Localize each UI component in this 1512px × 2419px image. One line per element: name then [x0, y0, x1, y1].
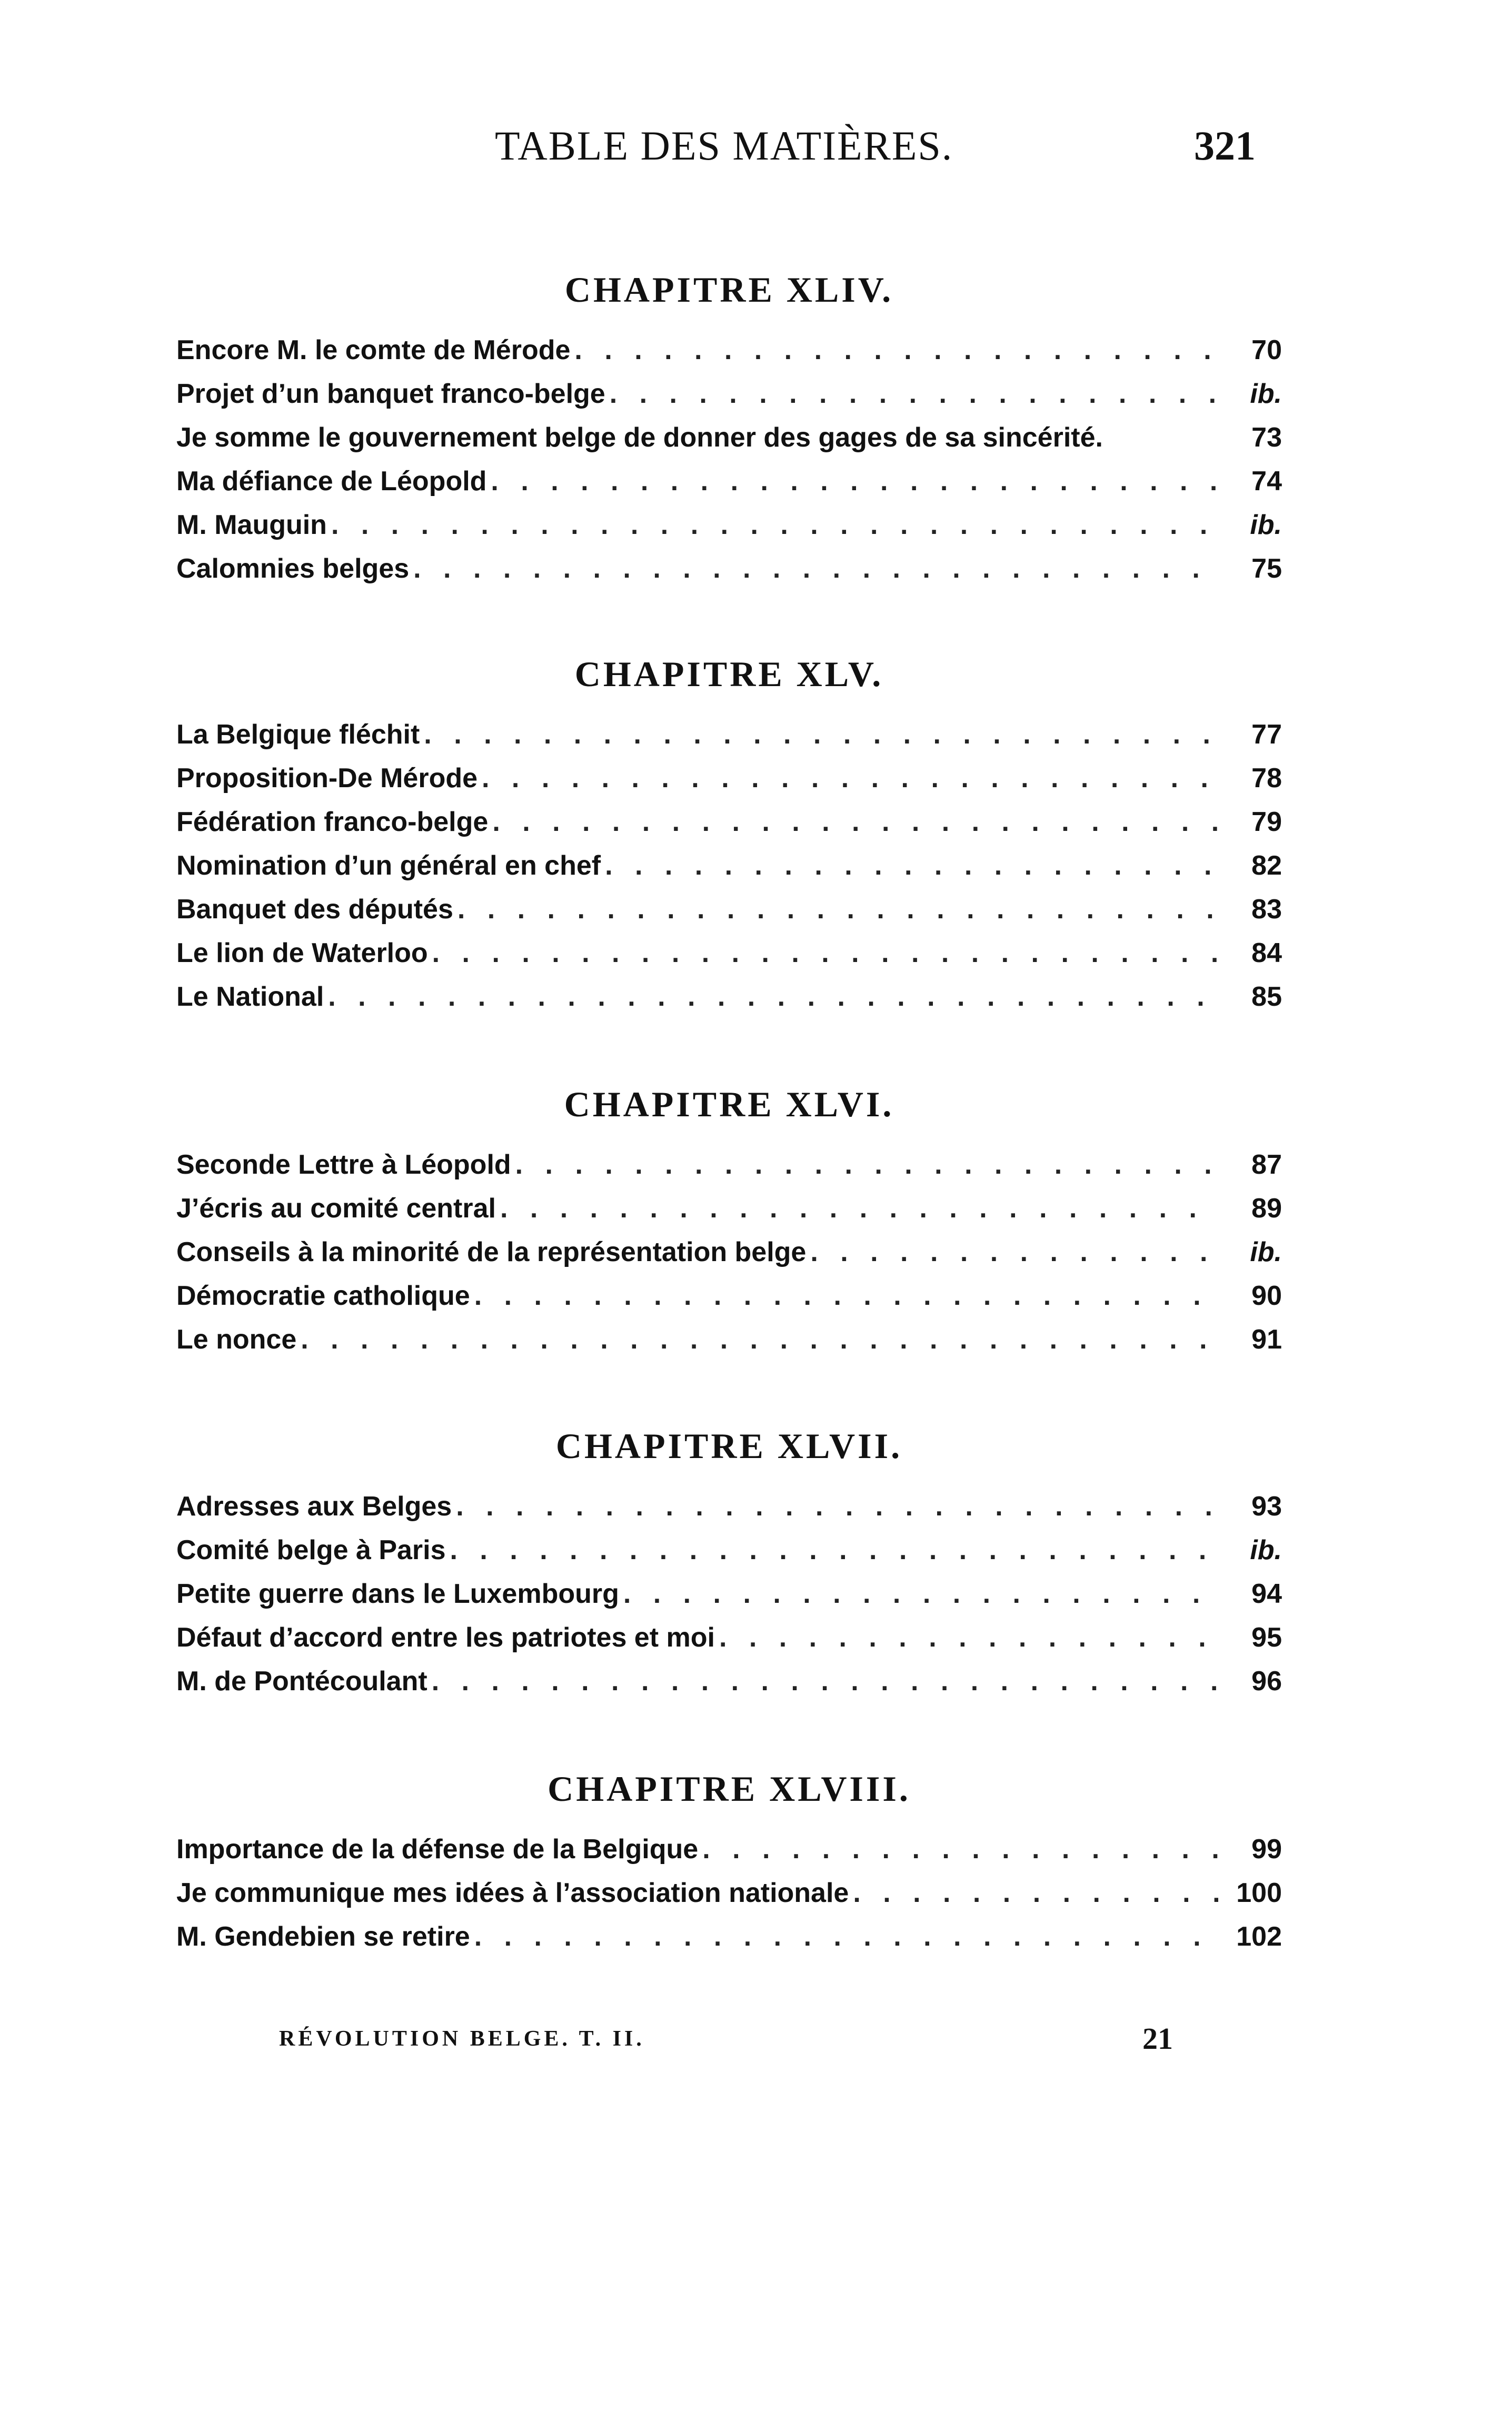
entry-page: 78: [1251, 763, 1282, 794]
toc-entry: [176, 460, 1282, 503]
toc-entry: [176, 1660, 1282, 1703]
dot-leader: [328, 975, 1220, 1019]
entry-page: 77: [1251, 719, 1282, 750]
toc-entry: [176, 888, 1282, 931]
entry-page: ib.: [1250, 1535, 1282, 1565]
toc-entry: [176, 1915, 1282, 1959]
dot-leader: [810, 1231, 1220, 1274]
entry-page: 91: [1251, 1324, 1282, 1355]
entry-page: 75: [1251, 553, 1282, 584]
entry-label: Conseils à la minorité de la représentation belge: [176, 1237, 807, 1267]
toc-entry: [176, 1616, 1282, 1660]
toc-entry: [176, 1828, 1282, 1871]
toc-entry: [176, 547, 1282, 591]
entry-page: ib.: [1250, 1237, 1282, 1267]
footer-signature: [279, 2021, 1190, 2063]
dot-leader: [456, 1485, 1220, 1529]
entry-label: Importance de la défense de la Belgique: [176, 1834, 699, 1865]
entry-label: Nomination d’un général en chef: [176, 850, 601, 881]
entry-label: Encore M. le comte de Mérode: [176, 335, 571, 365]
entry-page: 89: [1251, 1193, 1282, 1224]
entry-page: 84: [1251, 938, 1282, 968]
entry-page: 93: [1251, 1491, 1282, 1522]
dot-leader: [853, 1871, 1220, 1915]
entry-label: Banquet des députés: [176, 894, 453, 925]
chapter-spacer: [176, 591, 1282, 648]
entry-page: 82: [1251, 850, 1282, 881]
chapter-section: [176, 263, 1282, 591]
toc-entry: [176, 372, 1282, 416]
toc-entry: [176, 503, 1282, 547]
entry-page: 99: [1251, 1834, 1282, 1865]
chapter-title: CHAPITRE XLVI.: [564, 1084, 894, 1124]
entry-page: 87: [1251, 1149, 1282, 1180]
signature-label: RÉVOLUTION BELGE. T. II.: [279, 2027, 645, 2051]
entry-label: Je communique mes idées à l’association nationale: [176, 1878, 849, 1908]
entry-page: 74: [1251, 466, 1282, 497]
dot-leader: [474, 1274, 1220, 1318]
dot-leader: [450, 1529, 1220, 1572]
entry-label: Proposition-De Mérode: [176, 763, 478, 794]
dot-leader: [424, 713, 1220, 757]
entry-label: La Belgique fléchit: [176, 719, 420, 750]
entry-label: M. Gendebien se retire: [176, 1921, 470, 1952]
dot-leader: [610, 372, 1220, 416]
entry-label: M. Mauguin: [176, 510, 327, 540]
toc-entry: [176, 1231, 1282, 1274]
dot-leader: [474, 1915, 1220, 1959]
toc-entry: [176, 329, 1282, 372]
chapter-title: CHAPITRE XLVIII.: [548, 1769, 911, 1809]
entry-label: Démocratie catholique: [176, 1281, 470, 1311]
entry-page: ib.: [1250, 510, 1282, 540]
dot-leader: [432, 1660, 1220, 1703]
toc-entry: [176, 1318, 1282, 1362]
entry-label: Je somme le gouvernement belge de donner des gages de sa sincérité.: [176, 422, 1103, 453]
dot-leader: [515, 1143, 1220, 1187]
dot-leader: [413, 547, 1220, 591]
chapter-spacer: [176, 1703, 1282, 1762]
entry-label: Le lion de Waterloo: [176, 938, 428, 968]
entry-label: Ma défiance de Léopold: [176, 466, 487, 497]
toc-entry: [176, 1274, 1282, 1318]
running-title: TABLE DES MATIÈRES.: [495, 123, 953, 168]
dot-leader: [432, 931, 1220, 975]
entry-page: 79: [1251, 807, 1282, 837]
dot-leader: [491, 460, 1220, 503]
toc-entry: [176, 931, 1282, 975]
entry-label: Défaut d’accord entre les patriotes et moi: [176, 1622, 715, 1653]
chapter-section: [176, 1420, 1282, 1703]
entry-page: 95: [1251, 1622, 1282, 1653]
entry-label: Petite guerre dans le Luxembourg: [176, 1579, 619, 1609]
toc-entry: [176, 1143, 1282, 1187]
chapter-section: [176, 1078, 1282, 1362]
dot-leader: [574, 329, 1220, 372]
entry-page: 85: [1251, 982, 1282, 1012]
entry-label: Le National: [176, 982, 324, 1012]
toc-entry: [176, 713, 1282, 757]
entry-page: 83: [1251, 894, 1282, 925]
dot-leader: [457, 888, 1220, 931]
dot-leader: [605, 844, 1220, 888]
toc-entry: [176, 975, 1282, 1019]
entry-label: Calomnies belges: [176, 553, 410, 584]
entry-page: 90: [1251, 1281, 1282, 1311]
entry-page: 96: [1251, 1666, 1282, 1697]
entry-label: Le nonce: [176, 1324, 297, 1355]
table-of-contents: [176, 263, 1282, 1959]
chapter-title: CHAPITRE XLV.: [574, 654, 884, 694]
entry-page: 100: [1236, 1878, 1282, 1908]
entry-label: Projet d’un banquet franco-belge: [176, 379, 605, 409]
chapter-section: [176, 1762, 1282, 1959]
entry-page: 102: [1236, 1921, 1282, 1952]
entry-label: Seconde Lettre à Léopold: [176, 1149, 511, 1180]
chapter-title: CHAPITRE XLIV.: [564, 270, 894, 310]
toc-entry: [176, 1529, 1282, 1572]
chapter-section: [176, 648, 1282, 1019]
dot-leader: [500, 1187, 1220, 1231]
entry-label: J’écris au comité central: [176, 1193, 496, 1224]
entry-page: 94: [1251, 1579, 1282, 1609]
toc-entry: [176, 800, 1282, 844]
chapter-spacer: [176, 1019, 1282, 1078]
page-number: 321: [1194, 123, 1256, 168]
signature-mark: 21: [1142, 2021, 1173, 2056]
dot-leader: [482, 757, 1220, 800]
toc-entry: [176, 1485, 1282, 1529]
dot-leader: [301, 1318, 1220, 1362]
toc-entry: [176, 1187, 1282, 1231]
toc-entry: [176, 1572, 1282, 1616]
dot-leader: [719, 1616, 1220, 1660]
entry-label: M. de Pontécoulant: [176, 1666, 427, 1697]
entry-label: Adresses aux Belges: [176, 1491, 452, 1522]
entry-page: 70: [1251, 335, 1282, 365]
toc-entry: [176, 757, 1282, 800]
dot-leader: [702, 1828, 1220, 1871]
toc-entry: [176, 844, 1282, 888]
entry-page: 73: [1251, 422, 1282, 453]
dot-leader: [492, 800, 1220, 844]
toc-entry: [176, 1871, 1282, 1915]
chapter-title: CHAPITRE XLVII.: [555, 1426, 903, 1466]
entry-label: Fédération franco-belge: [176, 807, 489, 837]
chapter-spacer: [176, 1362, 1282, 1420]
entry-label: Comité belge à Paris: [176, 1535, 446, 1565]
dot-leader: [623, 1572, 1220, 1616]
toc-entry: [176, 416, 1282, 460]
entry-page: ib.: [1250, 379, 1282, 409]
dot-leader: [331, 503, 1220, 547]
